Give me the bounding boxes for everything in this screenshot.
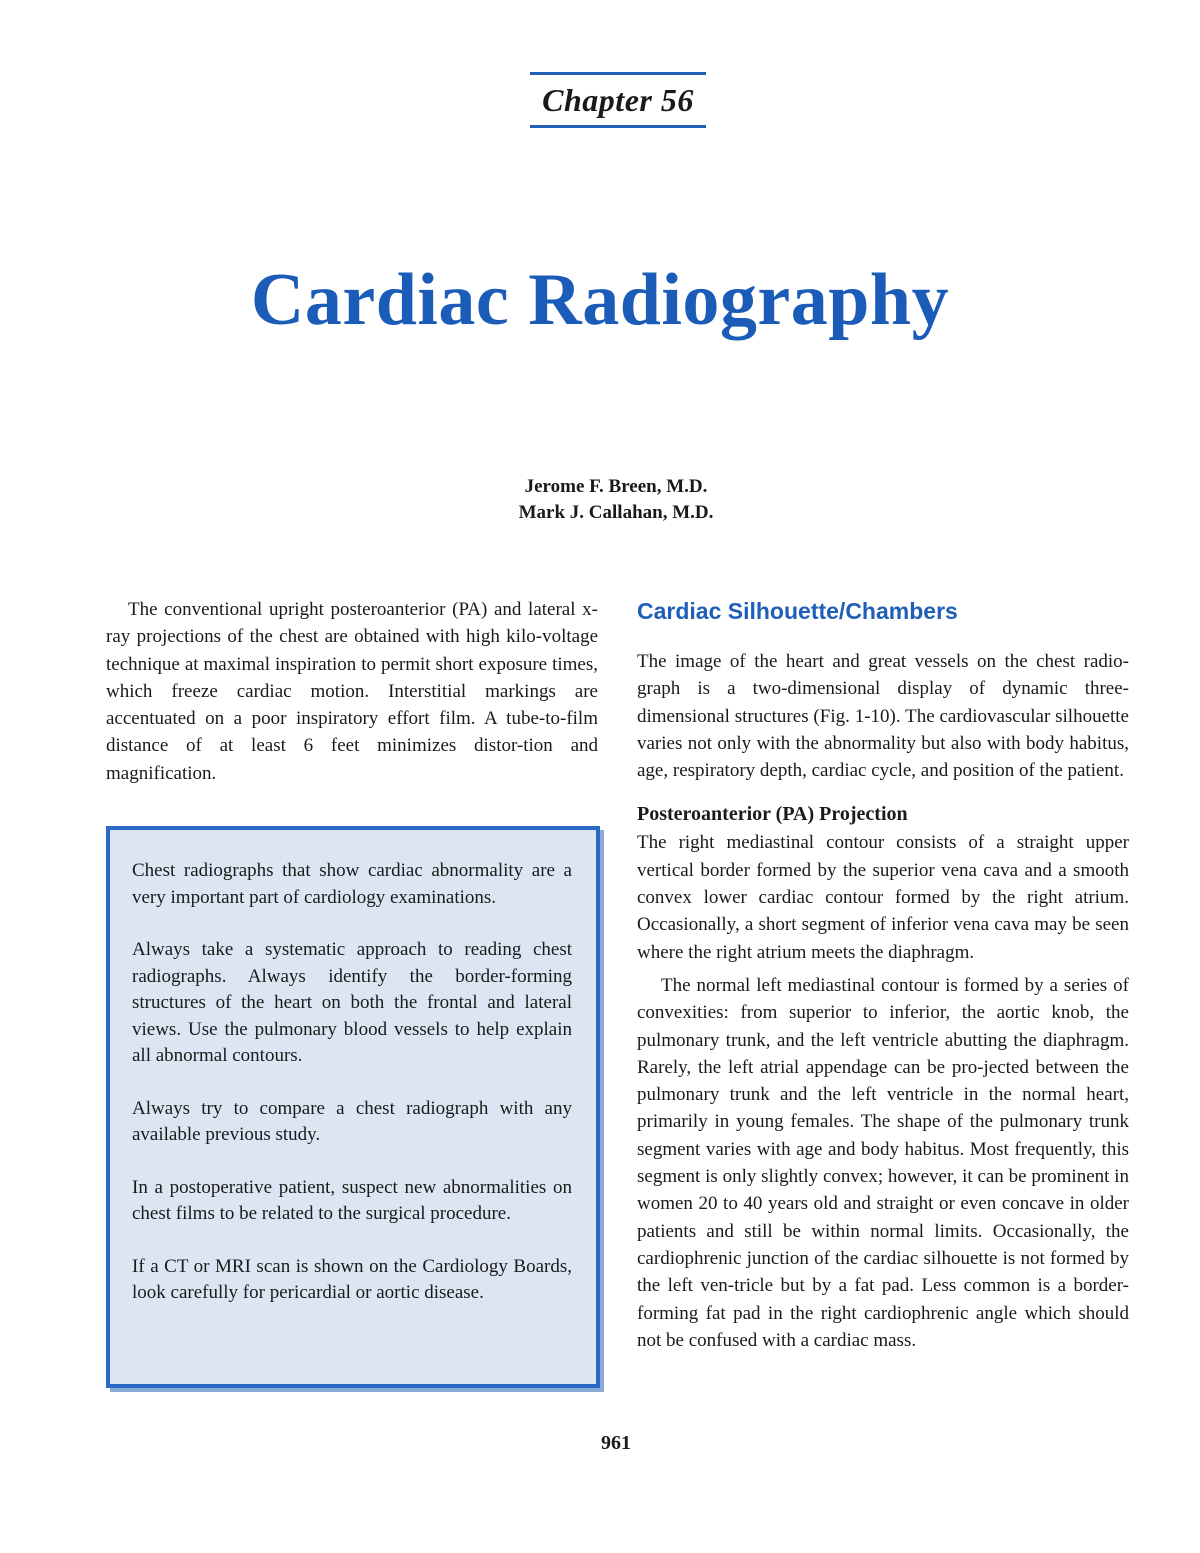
left-column (106, 596, 598, 787)
key-point: In a postoperative patient, suspect new abnormalities on chest films to be related to the surgical procedure. (132, 1176, 572, 1224)
chapter-label-box (530, 72, 706, 128)
author-list (0, 474, 1200, 526)
body-paragraph: The image of the heart and great vessels on the chest radio-graph is a two-dimensional display of dynamic three-dimensional structures (Fig. 1-10). The cardiovascular silhouette varies not only with the abnormality but also with body habitus, age, respiratory depth, cardiac cycle, and position of the patient. (637, 651, 1129, 782)
intro-paragraph: The conventional upright posteroanterior (PA) and lateral x-ray projections of the chest are obtained with high kilo-voltage technique at maximal inspiration to permit short exposure times, which freeze cardiac motion. Interstitial markings are accentuated on a poor inspiratory effort film. A tube-to-film distance of at least 6 feet minimizes distor-tion and magnification. (106, 599, 598, 784)
section-heading: Cardiac Silhouette/Chambers (637, 598, 958, 624)
key-point: Chest radiographs that show cardiac abnormality are a very important part of cardiology examinations. (132, 860, 572, 908)
key-point: Always try to compare a chest radiograph with any available previous study. (132, 1097, 572, 1145)
body-paragraph: The normal left mediastinal contour is formed by a series of convexities: from superior to inferior, the aortic knob, the pulmonary trunk, and the left ventricle abutting the diaphragm. Rarely, the left atrial appendage can be pro-jected between the pulmonary trunk and the left ventricle in the normal heart, primarily in young females. The shape of the pulmonary trunk segment varies with age and body habitus. Most frequently, this segment is only slightly convex; however, it can be prominent in women 20 to 40 years old and straight or even concave in older patients and still be within normal limits. Occasionally, the cardiophrenic junction of the cardiac silhouette is not formed by the left ven-tricle but by a fat pad. Less common is a border-forming fat pad in the right cardiophrenic angle which should not be confused with a cardiac mass. (637, 974, 1129, 1351)
key-point: If a CT or MRI scan is shown on the Cardiology Boards, look carefully for pericardial or aortic disease. (132, 1255, 572, 1303)
page-number: 961 (601, 1432, 631, 1454)
right-column (637, 596, 1129, 1354)
key-point: Always take a systematic approach to reading chest radiographs. Always identify the border-forming structures of the heart on both the frontal and lateral views. Use the pulmonary blood vessels to help explain all abnormal contours. (132, 939, 572, 1066)
chapter-label: Chapter 56 (542, 81, 694, 118)
chapter-title: Cardiac Radiography (250, 259, 950, 341)
author-name: Mark J. Callahan, M.D. (518, 502, 714, 523)
author-name: Jerome F. Breen, M.D. (524, 476, 708, 497)
key-points-box (106, 826, 600, 1388)
subsection-heading: Posteroanterior (PA) Projection (637, 803, 908, 826)
body-paragraph: The right mediastinal contour consists of a straight upper vertical border formed by the superior vena cava and a smooth convex lower cardiac contour formed by the right atrium. Occasionally, a short segment of inferior vena cava may be seen where the right atrium meets the diaphragm. (637, 832, 1129, 963)
